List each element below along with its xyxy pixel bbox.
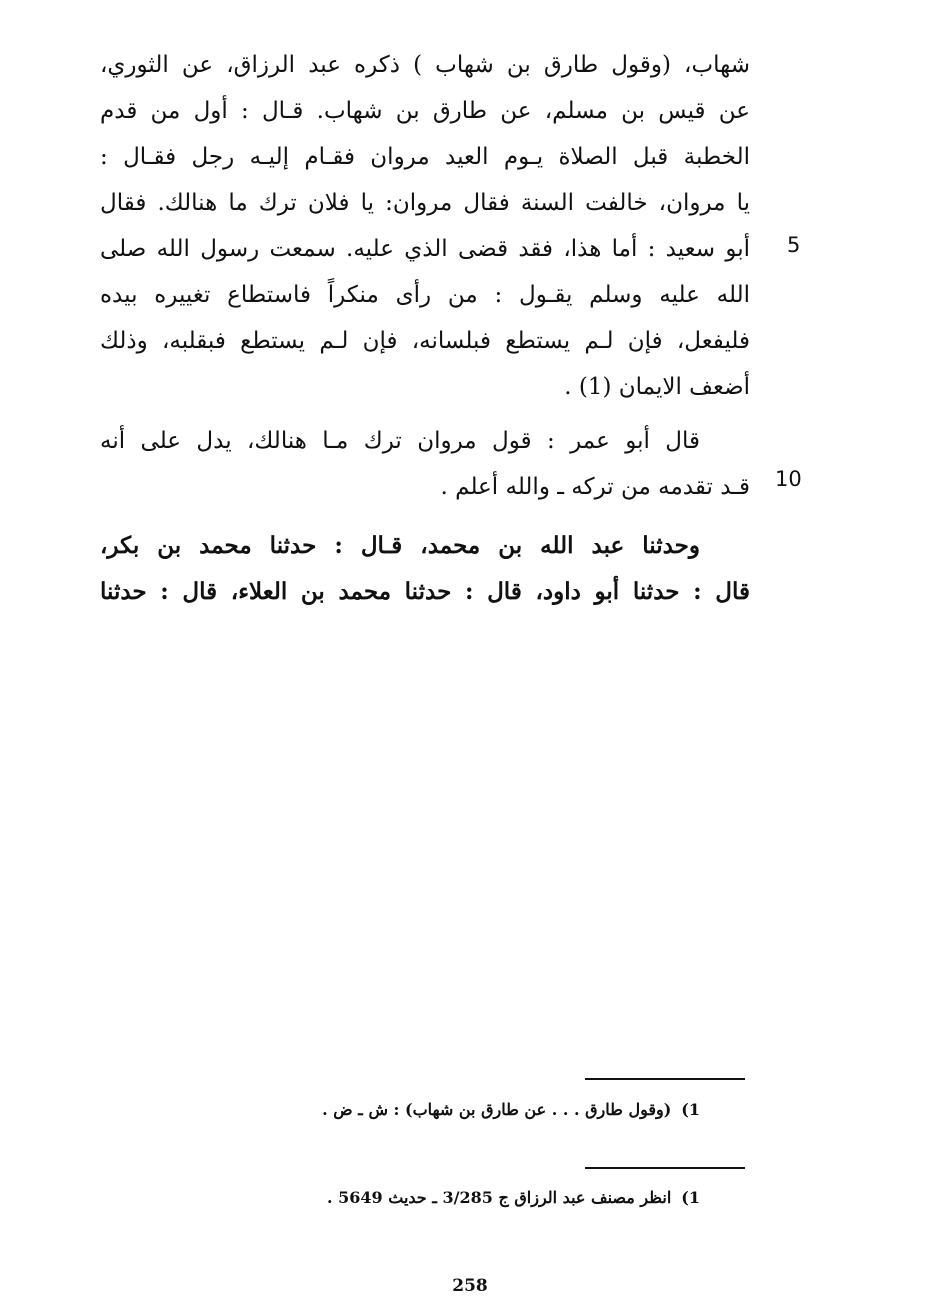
text-line: يا مروان، خالفت السنة فقال مروان: يا فلان ترك ما هنالك. فقال (100, 190, 750, 216)
text-line: الخطبة قبل الصلاة يـوم العيد مروان فقـام إليـه رجل فقـال : (100, 144, 750, 170)
text-line: وحدثنا عبد الله بن محمد، قـال : حدثنا محمد بن بكر، (100, 532, 700, 559)
page-number: 258 (452, 1276, 488, 1296)
line-number-5: 5 (787, 233, 801, 257)
footnote-number: 1) (681, 1100, 700, 1119)
footnote-text: (وقول طارق . . . عن طارق بن شهاب) : ش ـ ض . (322, 1100, 672, 1119)
paragraph-1 (100, 42, 750, 410)
text-line: شهاب، (وقول طارق بن شهاب ) ذكره عبد الرزاق، عن الثوري، (100, 52, 750, 78)
text-line: أضعف الايمان (1) . (564, 374, 750, 400)
text-line: قـد تقدمه من تركه ـ والله أعلم . (440, 474, 750, 500)
footnote-number: 1) (681, 1188, 700, 1207)
text-line: قال : حدثنا أبو داود، قال : حدثنا محمد بن العلاء، قال : حدثنا (100, 578, 750, 605)
footnote-separator (585, 1167, 745, 1169)
line-number-10: 10 (775, 467, 802, 491)
text-line: فليفعل، فإن لـم يستطع فبلسانه، فإن لـم يستطع فبقلبه، وذلك (100, 328, 750, 354)
paragraph-3 (100, 523, 750, 615)
paragraph-2 (100, 418, 750, 510)
footnote (327, 1188, 700, 1207)
text-line: عن قيس بن مسلم، عن طارق بن شهاب. قـال : أول من قدم (100, 98, 750, 124)
text-line: قال أبو عمر : قول مروان ترك مـا هنالك، يدل على أنه (100, 428, 700, 454)
footnote-text: انظر مصنف عبد الرزاق ج 3/285 ـ حديث 5649 . (327, 1188, 672, 1207)
text-line: الله عليه وسلم يقـول : من رأى منكراً فاستطاع تغييره بيده (100, 282, 750, 308)
footnote (322, 1100, 700, 1119)
text-line: أبو سعيد : أما هذا، فقد قضى الذي عليه. سمعت رسول الله صلى (100, 236, 750, 262)
footnote-separator (585, 1078, 745, 1080)
